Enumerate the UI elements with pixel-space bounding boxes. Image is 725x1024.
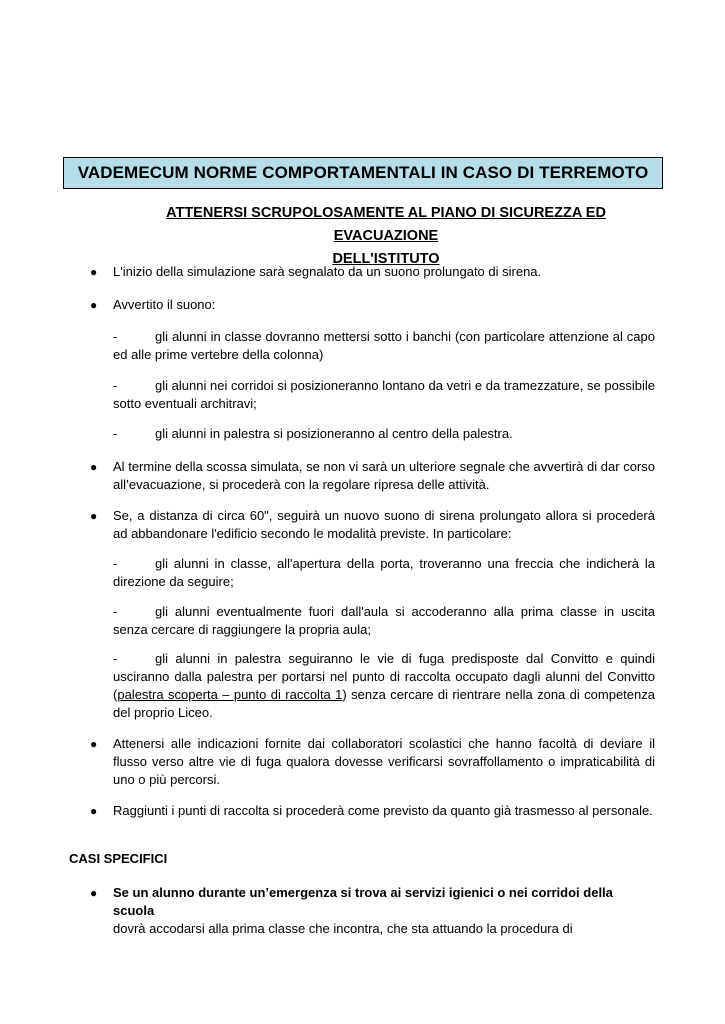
bullet-icon: ● bbox=[90, 886, 98, 900]
bullet-icon: ● bbox=[90, 737, 98, 751]
bullet-icon: ● bbox=[90, 265, 98, 279]
dash-marker: - bbox=[113, 556, 118, 571]
sub-item-gym-exit bbox=[113, 650, 655, 722]
sub-item-corridors bbox=[113, 377, 655, 413]
assembly-point-reference: palestra scoperta – punto di raccolta 1 bbox=[117, 687, 343, 702]
sub-item-text: gli alunni in palestra seguiranno le vie di fuga predisposte dal Convitto e quindi usciranno dalla palestra per portarsi nel punto di raccolta occupato dagli alunni del Convitto ( bbox=[113, 651, 655, 702]
list-item-start-signal: L'inizio della simulazione sarà segnalato da un suono prolungato di sirena. bbox=[113, 264, 542, 279]
dash-marker: - bbox=[113, 426, 118, 441]
dash-marker: - bbox=[113, 329, 118, 344]
bullet-icon: ● bbox=[90, 509, 98, 523]
sub-item-gym bbox=[113, 425, 655, 443]
section-heading-specific-cases: CASI SPECIFICI bbox=[69, 851, 168, 866]
document-title bbox=[63, 157, 663, 189]
sub-item-text: gli alunni nei corridoi si posizioneranno lontano da vetri e da tramezzature, se possibile sotto eventuali architravi; bbox=[113, 378, 655, 411]
list-item-sound-heard: Avvertito il suono: bbox=[113, 297, 216, 312]
sub-item-outside-class bbox=[113, 603, 655, 639]
list-item-end-of-shock: Al termine della scossa simulata, se non vi sarà un ulteriore segnale che avvertirà di dar corso all’evacuazione, si procederà con la regolare ripresa delle attività. bbox=[113, 459, 655, 492]
sub-item-text: gli alunni in palestra si posizioneranno al centro della palestra. bbox=[155, 426, 513, 441]
dash-marker: - bbox=[113, 378, 118, 393]
bullet-icon: ● bbox=[90, 804, 98, 818]
specific-case-text: dovrà accodarsi alla prima classe che incontra, che sta attuando la procedura di bbox=[113, 921, 573, 936]
list-item-evacuation: Se, a distanza di circa 60", seguirà un nuovo suono di sirena prolungato allora si procederà ad abbandonare l'edificio secondo le modalità previste. In particolare: bbox=[113, 508, 655, 541]
list-item-student-in-bathroom bbox=[113, 884, 655, 938]
dash-marker: - bbox=[113, 604, 118, 619]
bullet-icon: ● bbox=[90, 298, 98, 312]
specific-case-bold-text: Se un alunno durante un’emergenza si trova ai servizi igienici o nei corridoi della scuola bbox=[113, 885, 613, 918]
sub-item-text: gli alunni in classe dovranno mettersi sotto i banchi (con particolare attenzione al capo ed alle prime vertebre della colonna) bbox=[113, 329, 655, 362]
sub-item-class-exit bbox=[113, 555, 655, 591]
subtitle-line-2: DELL'ISTITUTO bbox=[332, 251, 440, 267]
sub-item-text: gli alunni in classe, all'apertura della porta, troveranno una freccia che indicherà la direzione da seguire; bbox=[113, 556, 655, 589]
list-item-staff-instructions: Attenersi alle indicazioni fornite dai collaboratori scolastici che hanno facoltà di deviare il flusso verso altre vie di fuga qualora dovesse verificarsi sovraffollamento o impraticabilità di uno o più percorsi. bbox=[113, 736, 655, 787]
sub-item-text: gli alunni eventualmente fuori dall'aula si accoderanno alla prima classe in uscita senza cercare di raggiungere la propria aula; bbox=[113, 604, 655, 637]
subtitle-line-1: ATTENERSI SCRUPOLOSAMENTE AL PIANO DI SICUREZZA ED EVACUAZIONE bbox=[166, 205, 606, 244]
dash-marker: - bbox=[113, 651, 118, 666]
sub-item-text: ) senza cercare di rientrare nella zona di competenza del proprio Liceo. bbox=[113, 687, 655, 720]
document-title-text: VADEMECUM NORME COMPORTAMENTALI IN CASO DI TERREMOTO bbox=[77, 163, 649, 182]
list-item-assembly-points: Raggiunti i punti di raccolta si procederà come previsto da quanto già trasmesso al personale. bbox=[113, 803, 653, 818]
bullet-icon: ● bbox=[90, 460, 98, 474]
sub-item-class bbox=[113, 328, 655, 364]
document-subtitle bbox=[112, 202, 660, 271]
